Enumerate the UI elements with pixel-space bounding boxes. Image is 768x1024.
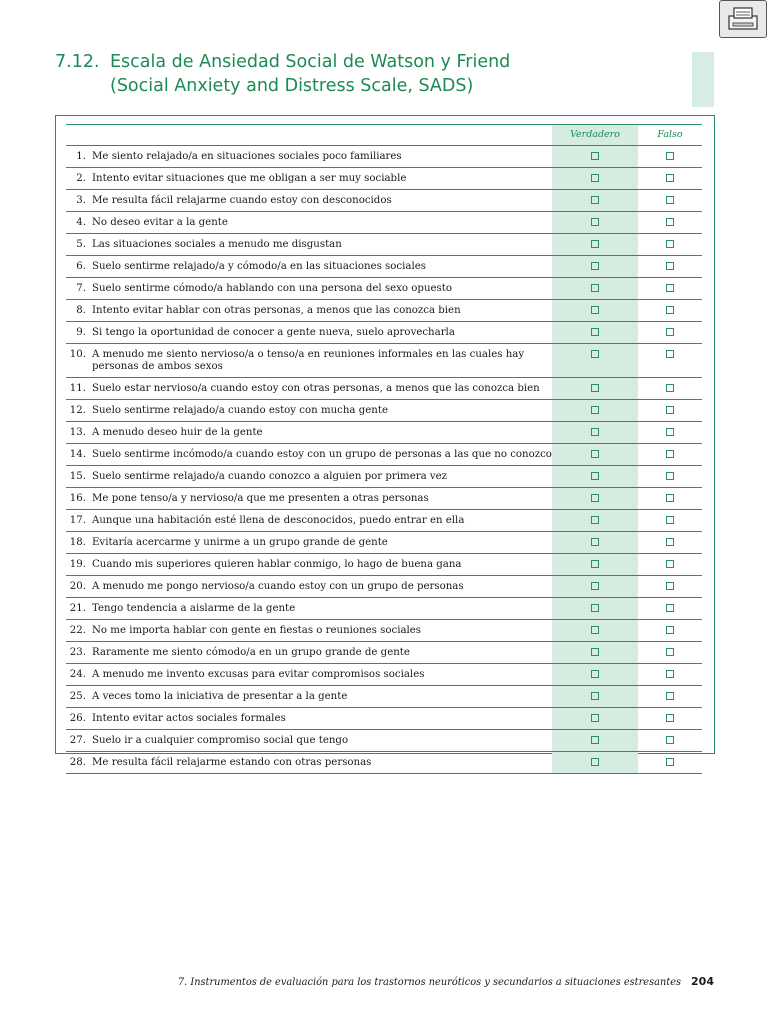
true-checkbox[interactable] — [591, 626, 599, 634]
true-checkbox[interactable] — [591, 516, 599, 524]
false-checkbox[interactable] — [666, 350, 674, 358]
false-checkbox[interactable] — [666, 262, 674, 270]
true-checkbox[interactable] — [591, 692, 599, 700]
false-checkbox[interactable] — [666, 670, 674, 678]
true-checkbox[interactable] — [591, 350, 599, 358]
false-checkbox[interactable] — [666, 736, 674, 744]
item-text: A menudo deseo huir de la gente — [92, 427, 263, 438]
true-checkbox[interactable] — [591, 328, 599, 336]
item-text: Suelo sentirme relajado/a y cómodo/a en las situaciones sociales — [92, 261, 426, 272]
false-checkbox[interactable] — [666, 384, 674, 392]
item-text: Suelo estar nervioso/a cuando estoy con otras personas, a menos que las conozca bien — [92, 383, 540, 394]
item-text: Aunque una habitación esté llena de desconocidos, puedo entrar en ella — [92, 515, 465, 526]
page-number: 204 — [691, 975, 714, 988]
true-checkbox[interactable] — [591, 472, 599, 480]
table-row — [66, 422, 702, 444]
table-row — [66, 300, 702, 322]
item-text: A menudo me siento nervioso/a o tenso/a en reuniones informales en las cuales hay personas de ambos sexos — [92, 349, 525, 372]
table-row — [66, 466, 702, 488]
page-title — [55, 50, 675, 98]
table-row — [66, 212, 702, 234]
item-number: 18. — [69, 537, 86, 548]
false-checkbox[interactable] — [666, 560, 674, 568]
table-row — [66, 642, 702, 664]
false-checkbox[interactable] — [666, 758, 674, 766]
item-text: Intento evitar actos sociales formales — [92, 713, 286, 724]
item-number: 23. — [69, 647, 86, 658]
false-checkbox[interactable] — [666, 152, 674, 160]
true-checkbox[interactable] — [591, 196, 599, 204]
item-number: 2. — [76, 173, 86, 184]
item-number: 9. — [76, 327, 86, 338]
item-text: A menudo me pongo nervioso/a cuando estoy con un grupo de personas — [92, 581, 464, 592]
table-row — [66, 510, 702, 532]
item-number: 5. — [76, 239, 86, 250]
true-checkbox[interactable] — [591, 406, 599, 414]
false-checkbox[interactable] — [666, 648, 674, 656]
item-text: Cuando mis superiores quieren hablar conmigo, lo hago de buena gana — [92, 559, 462, 570]
false-checkbox[interactable] — [666, 450, 674, 458]
item-number: 13. — [69, 427, 86, 438]
table-row — [66, 378, 702, 400]
true-checkbox[interactable] — [591, 582, 599, 590]
item-text: Intento evitar hablar con otras personas, a menos que las conozca bien — [92, 305, 461, 316]
false-checkbox[interactable] — [666, 406, 674, 414]
item-number: 11. — [69, 383, 86, 394]
false-checkbox[interactable] — [666, 714, 674, 722]
item-text: Las situaciones sociales a menudo me disgustan — [92, 239, 342, 250]
item-number: 7. — [76, 283, 86, 294]
table-row — [66, 620, 702, 642]
false-checkbox[interactable] — [666, 494, 674, 502]
table-row — [66, 598, 702, 620]
item-number: 25. — [69, 691, 86, 702]
item-text: Suelo sentirme cómodo/a hablando con una persona del sexo opuesto — [92, 283, 452, 294]
false-checkbox[interactable] — [666, 328, 674, 336]
table-row — [66, 444, 702, 466]
table-row — [66, 322, 702, 344]
table-row — [66, 168, 702, 190]
item-text: Tengo tendencia a aislarme de la gente — [92, 603, 296, 614]
false-checkbox[interactable] — [666, 604, 674, 612]
false-checkbox[interactable] — [666, 538, 674, 546]
false-checkbox[interactable] — [666, 240, 674, 248]
item-text: No deseo evitar a la gente — [92, 217, 228, 228]
false-checkbox[interactable] — [666, 428, 674, 436]
true-checkbox[interactable] — [591, 152, 599, 160]
table-row — [66, 278, 702, 300]
true-checkbox[interactable] — [591, 384, 599, 392]
true-checkbox[interactable] — [591, 714, 599, 722]
item-text: Evitaría acercarme y unirme a un grupo grande de gente — [92, 537, 388, 548]
item-text: Suelo ir a cualquier compromiso social que tengo — [92, 735, 349, 746]
table-row — [66, 234, 702, 256]
item-text: Si tengo la oportunidad de conocer a gente nueva, suelo aprovecharla — [92, 327, 455, 338]
table-row — [66, 752, 702, 774]
item-text: A menudo me invento excusas para evitar compromisos sociales — [92, 669, 425, 680]
item-number: 28. — [69, 757, 86, 768]
questionnaire-table — [66, 124, 702, 774]
true-checkbox[interactable] — [591, 240, 599, 248]
item-number: 27. — [69, 735, 86, 746]
true-checkbox[interactable] — [591, 604, 599, 612]
table-row — [66, 576, 702, 598]
section-number: 7.12. — [55, 52, 100, 72]
table-row — [66, 400, 702, 422]
footer-chapter: 7. Instrumentos de evaluación para los trastornos neuróticos y secundarios a situaciones estresantes — [177, 977, 682, 988]
item-text: Me pone tenso/a y nervioso/a que me presenten a otras personas — [92, 493, 429, 504]
true-checkbox[interactable] — [591, 306, 599, 314]
true-checkbox[interactable] — [591, 670, 599, 678]
true-checkbox[interactable] — [591, 560, 599, 568]
questionnaire-frame — [55, 115, 715, 768]
false-checkbox[interactable] — [666, 218, 674, 226]
false-checkbox[interactable] — [666, 284, 674, 292]
table-row — [66, 344, 702, 378]
item-text: Suelo sentirme relajado/a cuando estoy con mucha gente — [92, 405, 388, 416]
table-row — [66, 488, 702, 510]
item-number: 19. — [69, 559, 86, 570]
table-row — [66, 708, 702, 730]
item-number: 21. — [69, 603, 86, 614]
false-checkbox[interactable] — [666, 196, 674, 204]
item-number: 14. — [69, 449, 86, 460]
true-checkbox[interactable] — [591, 494, 599, 502]
column-false-label: Falso — [657, 129, 683, 140]
chapter-side-tab — [692, 52, 714, 107]
item-text: Suelo sentirme incómodo/a cuando estoy con un grupo de personas a las que no conozco — [92, 449, 552, 460]
false-checkbox[interactable] — [666, 626, 674, 634]
table-row — [66, 190, 702, 212]
item-number: 1. — [76, 151, 86, 162]
true-checkbox[interactable] — [591, 736, 599, 744]
true-checkbox[interactable] — [591, 284, 599, 292]
item-number: 20. — [69, 581, 86, 592]
item-number: 12. — [69, 405, 86, 416]
true-checkbox[interactable] — [591, 648, 599, 656]
true-checkbox[interactable] — [591, 758, 599, 766]
true-checkbox[interactable] — [591, 450, 599, 458]
table-row — [66, 686, 702, 708]
title-line-2: (Social Anxiety and Distress Scale, SADS) — [110, 76, 474, 96]
true-checkbox[interactable] — [591, 262, 599, 270]
column-true-label: Verdadero — [570, 129, 620, 140]
table-row — [66, 730, 702, 752]
item-text: Me resulta fácil relajarme estando con otras personas — [92, 757, 372, 768]
item-number: 26. — [69, 713, 86, 724]
item-number: 24. — [69, 669, 86, 680]
false-checkbox[interactable] — [666, 306, 674, 314]
true-checkbox[interactable] — [591, 174, 599, 182]
false-checkbox[interactable] — [666, 516, 674, 524]
table-row — [66, 256, 702, 278]
page-footer — [0, 975, 714, 988]
table-row — [66, 146, 702, 168]
table-row — [66, 532, 702, 554]
false-checkbox[interactable] — [666, 174, 674, 182]
item-number: 8. — [76, 305, 86, 316]
printer-icon — [725, 5, 761, 33]
item-number: 17. — [69, 515, 86, 526]
false-checkbox[interactable] — [666, 692, 674, 700]
false-checkbox[interactable] — [666, 472, 674, 480]
false-checkbox[interactable] — [666, 582, 674, 590]
item-number: 4. — [76, 217, 86, 228]
item-text: No me importa hablar con gente en fiestas o reuniones sociales — [92, 625, 422, 636]
true-checkbox[interactable] — [591, 428, 599, 436]
table-row — [66, 664, 702, 686]
item-text: Intento evitar situaciones que me obligan a ser muy sociable — [92, 173, 407, 184]
item-text: Me siento relajado/a en situaciones sociales poco familiares — [92, 151, 402, 162]
print-button[interactable] — [719, 0, 767, 38]
item-number: 16. — [69, 493, 86, 504]
item-text: Suelo sentirme relajado/a cuando conozco a alguien por primera vez — [92, 471, 448, 482]
title-line-1: Escala de Ansiedad Social de Watson y Friend — [110, 52, 511, 72]
true-checkbox[interactable] — [591, 218, 599, 226]
item-text: Raramente me siento cómodo/a en un grupo grande de gente — [92, 647, 410, 658]
table-header — [66, 124, 702, 146]
item-number: 3. — [76, 195, 86, 206]
item-number: 6. — [76, 261, 86, 272]
true-checkbox[interactable] — [591, 538, 599, 546]
item-number: 22. — [69, 625, 86, 636]
table-row — [66, 554, 702, 576]
item-number: 10. — [69, 349, 86, 360]
item-text: A veces tomo la iniciativa de presentar a la gente — [92, 691, 348, 702]
item-text: Me resulta fácil relajarme cuando estoy con desconocidos — [92, 195, 392, 206]
item-number: 15. — [69, 471, 86, 482]
